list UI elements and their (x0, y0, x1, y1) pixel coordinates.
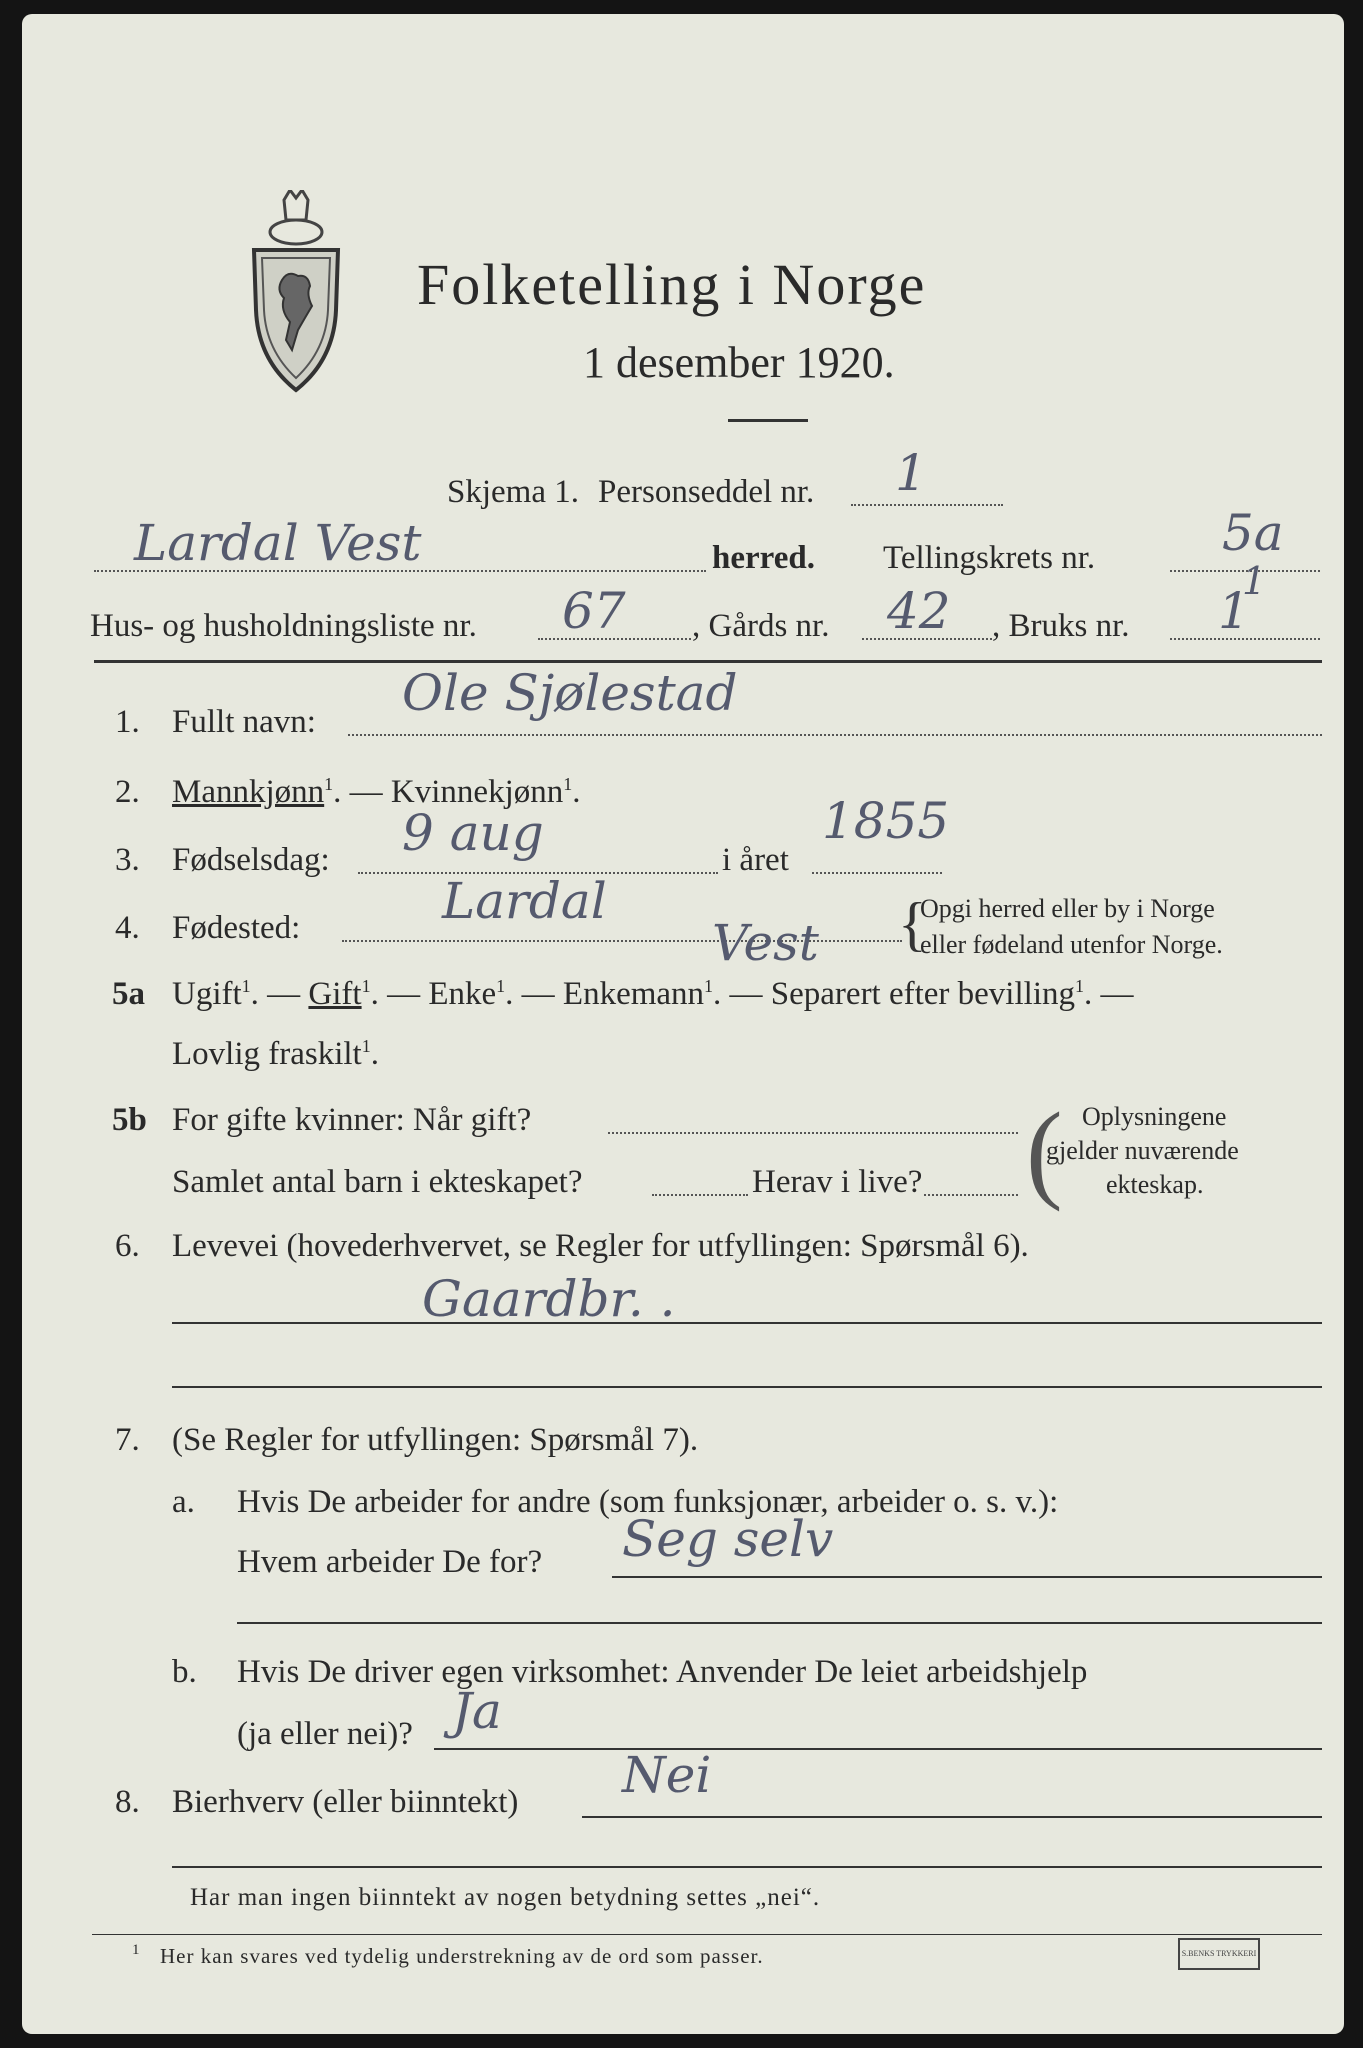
q5b-line2 (652, 1194, 748, 1196)
q7a-value: Seg selv (622, 1510, 834, 1568)
q7b-value: Ja (452, 1682, 502, 1740)
q5a-gift: Gift (308, 976, 362, 1012)
gards-label: , Gårds nr. (692, 608, 830, 644)
footer-rule (92, 1934, 1322, 1935)
header-rule (94, 660, 1322, 663)
q5b-label1: For gifte kvinner: Når gift? (172, 1102, 532, 1138)
q3-year-label: i året (722, 842, 789, 878)
q7a-line-extra (237, 1622, 1322, 1624)
q8-line1 (582, 1816, 1322, 1818)
title-rule (728, 419, 808, 422)
printer-stamp: S.BENKS TRYKKERI (1178, 1938, 1260, 1970)
q5a-line2: Lovlig fraskilt$^1$. (172, 1036, 379, 1072)
skjema-label: Skjema 1. (447, 474, 579, 510)
hus-label: Hus- og husholdningsliste nr. (90, 608, 477, 644)
q5b-note3: ekteskap. (1106, 1170, 1204, 1199)
q4-brace: { (898, 891, 927, 957)
q5b-bracket: ( (1026, 1090, 1063, 1212)
q1-number: 1. (115, 704, 140, 740)
q5b-line3 (924, 1194, 1018, 1196)
q2-male: Mannkjønn (172, 774, 325, 810)
q2-number: 2. (115, 774, 140, 810)
tellingskrets-label: Tellingskrets nr. (883, 540, 1096, 576)
q7-label: (Se Regler for utfyllingen: Spørsmål 7). (172, 1422, 699, 1458)
q3-label: Fødselsdag: (172, 842, 330, 878)
q4-number: 4. (115, 910, 140, 946)
gards-value: 42 (887, 582, 951, 640)
q8-value: Nei (622, 1746, 712, 1804)
q6-line1 (172, 1322, 1322, 1324)
q2-female: Kvinnekjønn (390, 774, 564, 810)
q5b-number: 5b (112, 1102, 147, 1138)
footer-note: Har man ingen biinntekt av nogen betydning settes „nei“. (190, 1884, 821, 1911)
q7-number: 7. (115, 1422, 140, 1458)
census-form (22, 14, 1344, 2034)
q5a-number: 5a (112, 976, 145, 1012)
tellingskrets-extra: 1 (1242, 559, 1267, 603)
q3-value: 9 aug (402, 804, 544, 862)
q6-value: Gaardbr. . (422, 1270, 676, 1328)
q6-label: Levevei (hovederhvervet, se Regler for utfyllingen: Spørsmål 6). (172, 1228, 1029, 1264)
q1-value: Ole Sjølestad (402, 664, 738, 722)
q4-value2: Vest (712, 914, 819, 972)
personseddel-line (851, 504, 1003, 506)
q8-label: Bierhverv (eller biinntekt) (172, 1784, 519, 1820)
q4-label: Fødested: (172, 910, 301, 946)
q7a-line (612, 1576, 1322, 1578)
bruks-value: 1 (1218, 582, 1250, 640)
q7a-line2: Hvem arbeider De for? (237, 1544, 543, 1580)
form-title: Folketelling i Norge (417, 252, 927, 317)
q7a-line1: Hvis De arbeider for andre (som funksjonær, arbeider o. s. v.): (237, 1484, 1059, 1520)
herred-label: herred. (712, 540, 815, 576)
q1-line (348, 734, 1322, 736)
q3-year-line (812, 872, 942, 874)
q5b-note2: gjelder nuværende (1046, 1136, 1239, 1165)
q3-number: 3. (115, 842, 140, 878)
q5b-label3: Herav i live? (752, 1164, 923, 1200)
q4-note2: eller fødeland utenfor Norge. (920, 930, 1223, 959)
q6-number: 6. (115, 1228, 140, 1264)
q5a-line1: Ugift$^1$. — Gift$^1$. — Enke$^1$. — Enkemann$^1$. — Separert efter bevilling$^1$. — (172, 976, 1134, 1012)
bruks-label: , Bruks nr. (992, 608, 1130, 644)
q7a-number: a. (172, 1484, 195, 1520)
footnote-number: 1 (132, 1942, 140, 1958)
q5b-note1: Oplysningene (1082, 1102, 1227, 1131)
q5b-line1 (608, 1132, 1018, 1134)
q7b-line (434, 1748, 1322, 1750)
q4-note1: Opgi herred eller by i Norge (920, 894, 1215, 923)
tellingskrets-value: 5a (1222, 504, 1284, 562)
q7b-number: b. (172, 1654, 197, 1690)
q1-label: Fullt navn: (172, 704, 316, 740)
q8-number: 8. (115, 1784, 140, 1820)
q4-value: Lardal (442, 872, 607, 930)
personseddel-label: Personseddel nr. (598, 474, 815, 510)
herred-line (94, 570, 706, 572)
coat-of-arms-icon (248, 190, 344, 398)
q3-year-value: 1855 (822, 792, 950, 850)
hus-value: 67 (562, 582, 626, 640)
q5b-label2: Samlet antal barn i ekteskapet? (172, 1164, 583, 1200)
q8-line2 (172, 1866, 1322, 1868)
form-date: 1 desember 1920. (583, 338, 895, 387)
q2-text: Mannkjønn$^1$. — Kvinnekjønn$^1$. (172, 774, 581, 810)
footnote: Her kan svares ved tydelig understrekning av de ord som passer. (160, 1944, 764, 1968)
q6-line2 (172, 1386, 1322, 1388)
personseddel-value: 1 (895, 444, 927, 502)
q7b-line2: (ja eller nei)? (237, 1716, 413, 1752)
q7b-line1: Hvis De driver egen virksomhet: Anvender De leiet arbeidshjelp (237, 1654, 1088, 1690)
q2-sep: . — (333, 774, 391, 810)
herred-value: Lardal Vest (134, 514, 422, 572)
